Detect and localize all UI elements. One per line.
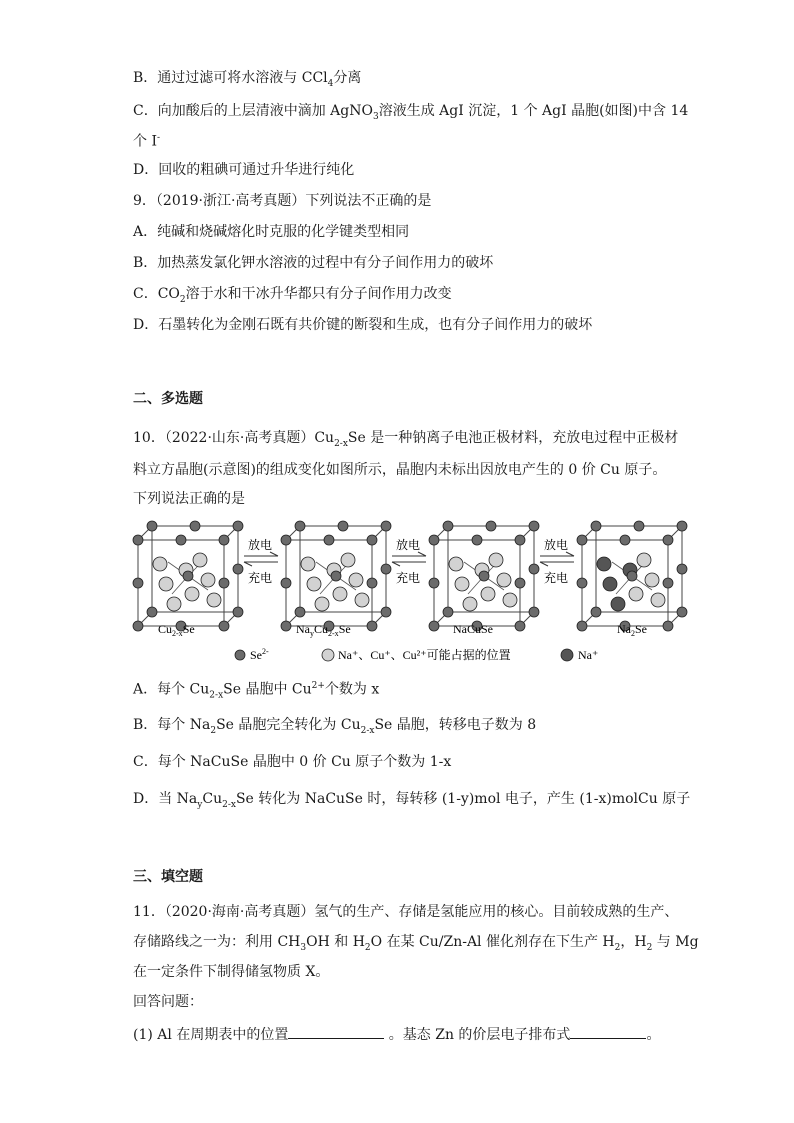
cell-4-se-ion (577, 535, 587, 545)
cell-4-se-ion (577, 621, 587, 631)
cell-4-se-ion (634, 521, 644, 531)
q9-option-d: D．石墨转化为金刚石既有共价键的断裂和生成，也有分子间作用力的破坏 (133, 317, 593, 333)
cell-2-se-ion (331, 571, 341, 581)
answer-blank-2[interactable] (570, 1024, 646, 1039)
cell-1-se-ion (219, 535, 229, 545)
cell-3-se-ion (515, 578, 525, 588)
crystal-cell-figure (120, 512, 700, 672)
cell-3-site (497, 573, 511, 587)
cell-caption-2: $Na_yCu_{2-x}Se$ (296, 622, 351, 638)
q10-option-a: A．每个 $Cu_{2-x}Se$ 晶胞中 $Cu^{2+}$个数为 x (133, 681, 380, 701)
cell-1-site (201, 573, 215, 587)
legend-site-marker (322, 649, 334, 661)
cell-4-site (637, 553, 651, 567)
cell-2-site (355, 593, 369, 607)
cell-3-se-ion (443, 607, 453, 617)
cell-4-se-ion (620, 535, 630, 545)
cell-3-se-ion (515, 535, 525, 545)
cell-2-site (315, 597, 329, 611)
cell-4-se-ion (591, 607, 601, 617)
arrow-2-bottom-label: 充电 (396, 571, 421, 585)
cell-2-se-ion (381, 564, 391, 574)
cell-4-site (629, 587, 643, 601)
cell-1-se-ion (133, 578, 143, 588)
cell-1-site (153, 557, 167, 571)
cell-3-se-ion (529, 607, 539, 617)
cell-4-na-ion (603, 577, 617, 591)
cell-4-se-ion (663, 535, 673, 545)
q9-option-b: B．加热蒸发氯化钾水溶液的过程中有分子间作用力的破坏 (133, 255, 494, 271)
cell-3-se-ion (429, 578, 439, 588)
legend-na-marker (561, 649, 573, 661)
cell-1-site (159, 577, 173, 591)
cell-1-se-ion (219, 578, 229, 588)
cell-3-site (489, 553, 503, 567)
cell-2-se-ion (381, 607, 391, 617)
discharge-charge-arrow-1 (244, 537, 278, 585)
cell-3-site (455, 577, 469, 591)
legend-na-label: Na⁺ (578, 648, 599, 662)
arrow-3-top-label: 放电 (544, 538, 569, 552)
cell-2-se-ion (381, 521, 391, 531)
cell-1-se-ion (190, 521, 200, 531)
answer-blank-1[interactable] (288, 1024, 384, 1039)
cell-1-se-ion (147, 607, 157, 617)
q8-option-d: D．回收的粗碘可通过升华进行纯化 (133, 162, 355, 178)
q10-stem-1: 10．（2022·山东·高考真题）$Cu_{2-x}Se$ 是一种钠离子电池正极材料，充放电过程中正极材 (133, 430, 679, 449)
cell-1-se-ion (183, 571, 193, 581)
section-title-multiple-choice: 二、多选题 (133, 391, 203, 407)
cell-2-se-ion (281, 621, 291, 631)
cell-2-se-ion (367, 578, 377, 588)
cell-2-site (307, 577, 321, 591)
cell-3-site (449, 557, 463, 571)
legend-se-label: $Se^{2-}$ (250, 647, 269, 662)
q10-option-b: B．每个 $Na_2Se$ 晶胞完全转化为 $Cu_{2-x}Se$ 晶胞，转移电子数为 8 (133, 717, 537, 736)
cell-4-site (645, 573, 659, 587)
cell-4-se-ion (627, 571, 637, 581)
cell-2-se-ion (281, 578, 291, 588)
cell-4-na-ion (597, 557, 611, 571)
q11-stem-2: 存储路线之一为：利用 $CH_3OH$ 和 $H_2O$ 在某 Cu/Zn-Al 催化剂存在下生产 $H_2$，$H_2$ 与 Mg (133, 934, 699, 953)
cell-4-se-ion (577, 578, 587, 588)
cell-4-se-ion (591, 521, 601, 531)
cell-3-se-ion (486, 521, 496, 531)
cell-4-se-ion (677, 521, 687, 531)
q10-option-c: C．每个 NaCuSe 晶胞中 0 价 Cu 原子个数为 1-x (133, 754, 452, 770)
cell-1-se-ion (147, 521, 157, 531)
cell-4-na-ion (611, 597, 625, 611)
cell-3-se-ion (529, 564, 539, 574)
cell-2-se-ion (324, 535, 334, 545)
cell-1-site (193, 553, 207, 567)
cell-1-se-ion (133, 621, 143, 631)
q9-stem: 9．（2019·浙江·高考真题）下列说法不正确的是 (133, 193, 432, 209)
cell-4-se-ion (663, 578, 673, 588)
section-title-fill-blank: 三、填空题 (133, 869, 203, 885)
q10-option-d: D．当 $Na_yCu_{2-x}Se$ 转化为 NaCuSe 时，每转移 (1-y)mol 电子，产生 (1-x)molCu 原子 (133, 791, 691, 810)
cell-1-se-ion (219, 621, 229, 631)
cell-1-se-ion (233, 564, 243, 574)
arrow-1-top-label: 放电 (248, 538, 273, 552)
cell-4-site (651, 593, 665, 607)
discharge-charge-arrow-3 (540, 537, 574, 585)
cell-2-se-ion (281, 535, 291, 545)
cell-2-se-ion (367, 621, 377, 631)
cell-1-site (167, 597, 181, 611)
q8-option-c: C．向加酸后的上层清液中滴加 AgNO$_3$溶液生成 AgI 沉淀，1 个 AgI 晶胞(如图)中含 14 (133, 103, 689, 122)
cell-1-site (185, 587, 199, 601)
legend-se-marker (235, 650, 245, 660)
cell-3-site (463, 597, 477, 611)
cell-3-site (481, 587, 495, 601)
cell-3-se-ion (479, 571, 489, 581)
q11-stem-1: 11．（2020·海南·高考真题）氢气的生产、存储是氢能应用的核心。目前较成熟的生产、 (133, 904, 679, 920)
discharge-charge-arrow-2 (392, 537, 426, 585)
q11-part-1: (1) Al 在周期表中的位置 。基态 Zn 的价层电子排布式 。 (133, 1024, 660, 1045)
cell-2-site (341, 553, 355, 567)
q8-option-b: B．通过过滤可将水溶液与 CCl$_4$分离 (133, 70, 362, 89)
arrow-1-bottom-label: 充电 (248, 571, 273, 585)
cell-2-se-ion (367, 535, 377, 545)
legend-site-label: Na⁺、Cu⁺、Cu²⁺可能占据的位置 (338, 648, 511, 662)
cell-2-site (333, 587, 347, 601)
cell-caption-1: $Cu_{2-x}Se$ (158, 622, 195, 638)
cell-2-se-ion (295, 521, 305, 531)
cell-4-se-ion (663, 621, 673, 631)
arrow-3-bottom-label: 充电 (544, 571, 569, 585)
cell-2-site (349, 573, 363, 587)
legend (235, 647, 598, 662)
cell-3-se-ion (529, 521, 539, 531)
cell-4-se-ion (677, 607, 687, 617)
q10-stem-2: 料立方晶胞(示意图)的组成变化如图所示，晶胞内未标出因放电产生的 0 价 Cu 原子。 (133, 462, 667, 478)
q11-prompt: 回答问题： (133, 994, 203, 1010)
cell-caption-4: $Na_2Se$ (617, 622, 647, 638)
q9-option-a: A．纯碱和烧碱熔化时克服的化学键类型相同 (133, 224, 410, 240)
cell-caption-3: NaCuSe (453, 622, 493, 636)
q10-stem-3: 下列说法正确的是 (133, 491, 245, 507)
q8-option-c-cont: 个 I- (133, 133, 161, 150)
cell-3-se-ion (443, 521, 453, 531)
cell-2-se-ion (338, 521, 348, 531)
q9-option-c: C．$CO_2$溶于水和干冰升华都只有分子间作用力改变 (133, 286, 452, 305)
cell-2-se-ion (295, 607, 305, 617)
arrow-2-top-label: 放电 (396, 538, 421, 552)
cell-3-se-ion (429, 621, 439, 631)
cell-3-se-ion (429, 535, 439, 545)
cell-3-site (503, 593, 517, 607)
cell-4-se-ion (677, 564, 687, 574)
cell-1-se-ion (176, 535, 186, 545)
q11-stem-3: 在一定条件下制得储氢物质 X。 (133, 964, 330, 980)
cell-1-se-ion (133, 535, 143, 545)
cell-2-site (301, 557, 315, 571)
cell-3-se-ion (472, 535, 482, 545)
cell-1-site (207, 593, 221, 607)
cell-1-se-ion (233, 521, 243, 531)
cell-1-se-ion (233, 607, 243, 617)
cell-3-se-ion (515, 621, 525, 631)
